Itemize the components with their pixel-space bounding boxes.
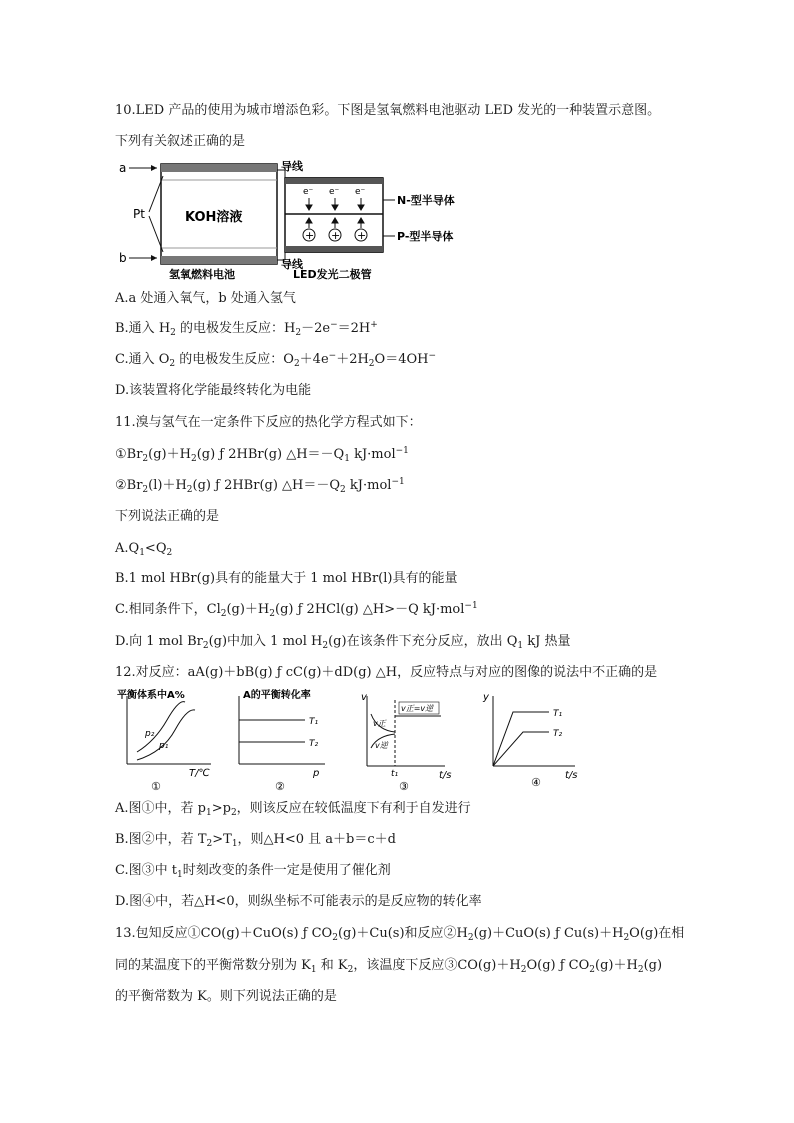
graph-2-number: ② [275, 780, 285, 793]
q13-line3: 的平衡常数为 K。则下列说法正确的是 [115, 989, 337, 1004]
q10-option-c[interactable]: C.通入 $O_2$ 的电极发生反应：$O_2+4e^-+2H_2O=4OH^-$ [115, 351, 437, 369]
graph-4-number: ④ [531, 776, 541, 789]
svg-text:+: + [305, 229, 315, 242]
inlet-a-label: a [119, 161, 127, 175]
p-type-label: P-型半导体 [397, 230, 454, 243]
electron-3: e⁻ [355, 187, 366, 197]
q12-option-c[interactable]: C.图③中 $t_1$时刻改变的条件一定是使用了催化剂 [115, 863, 391, 880]
svg-text:平衡体系中A%: 平衡体系中A% [117, 690, 185, 701]
q10-stem-line1: 10.LED 产品的使用为城市增添色彩。下图是氢氧燃料电池驱动 LED 发光的一种装置示意图。 [115, 103, 661, 118]
fuel-cell-led-diagram [115, 156, 495, 282]
svg-text:T₁: T₁ [309, 717, 319, 727]
line-t2 [493, 732, 549, 766]
q11-option-b[interactable]: B.1 mol HBr(g)具有的能量大于 1 mol HBr(l)具有的能量 [115, 571, 458, 586]
fuel-cell-caption: 氢氧燃料电池 [169, 268, 235, 281]
graph-1-number: ① [151, 780, 161, 793]
q11-ask: 下列说法正确的是 [115, 509, 220, 524]
svg-text:y: y [483, 692, 489, 703]
graph-4 [482, 692, 578, 789]
wire-label-bottom: 导线 [281, 258, 303, 271]
koh-label: KOH溶液 [185, 210, 243, 225]
graph-3-number: ③ [399, 780, 409, 793]
electron-1: e⁻ [303, 187, 314, 197]
svg-text:A的平衡转化率: A的平衡转化率 [243, 690, 311, 701]
svg-text:p₂: p₂ [145, 729, 155, 739]
svg-text:v: v [361, 692, 367, 703]
electron-2: e⁻ [329, 187, 340, 197]
q12-option-d[interactable]: D.图④中，若△H<0，则纵坐标不可能表示的是反应物的转化率 [115, 894, 482, 909]
q12-stem: 12.对反应：aA(g)＋bB(g) ƒ cC(g)＋dD(g) △H，反应特点与对应的图像的说法中不正确的是 [115, 665, 658, 680]
electrode-top [161, 164, 277, 172]
svg-text:t/s: t/s [439, 770, 452, 781]
q10-option-d[interactable]: D.该装置将化学能最终转化为电能 [115, 383, 312, 398]
pt-label: Pt [133, 207, 145, 221]
svg-text:+: + [331, 229, 341, 242]
led-caption: LED发光二极管 [293, 268, 372, 281]
q10-option-a[interactable]: A.a 处通入氧气，b 处通入氢气 [115, 291, 296, 306]
q11-option-c[interactable]: C.相同条件下，$Cl_2(g)+H_2(g)$ ƒ 2HCl(g) △H>－Q kJ·mol$^{-1}$ [115, 601, 478, 619]
line-t1 [493, 712, 549, 766]
svg-text:v逆: v逆 [375, 741, 388, 750]
svg-text:+: + [357, 229, 367, 242]
q11-option-a[interactable]: $A.Q_1<Q_2$ [115, 541, 173, 558]
n-type-label: N-型半导体 [397, 194, 455, 207]
q11-stem: 11.溴与氢气在一定条件下反应的热化学方程式如下： [115, 415, 422, 430]
svg-text:T₁: T₁ [553, 709, 563, 719]
q13-line2: 同的某温度下的平衡常数分别为 $K_1$ 和 $K_2$，该温度下反应$③CO(g)+H_2O(g)$ ƒ $CO_2(g)+H_2(g)$ [115, 958, 663, 975]
graph-1 [117, 688, 211, 793]
q11-equation-2: $②Br_2(l)+H_2(g)$ ƒ 2HBr(g) $\triangle H=-Q_2$ kJ·mol$^{-1}$ [115, 477, 405, 495]
q12-option-b[interactable]: B.图②中，若 $T_2>T_1$，则△H<0 且 a＋b＝c＋d [115, 832, 396, 849]
q12-graphs [115, 686, 615, 794]
q11-option-d[interactable]: D.向 1 mol $Br_2(g)$中加入 1 mol $H_2(g)$在该条件下充分反应，放出 $Q_1$ kJ 热量 [115, 634, 571, 651]
svg-text:v正: v正 [373, 719, 386, 728]
q12-option-a[interactable]: A.图①中，若 $p_1>p_2$，则该反应在较低温度下有利于自发进行 [115, 801, 471, 818]
svg-text:t/s: t/s [565, 770, 578, 781]
wire-label-top: 导线 [281, 160, 303, 173]
q13-line1: 13.包知反应①CO(g)＋CuO(s) ƒ $CO_2(g)+Cu(s)$和反应$②H_2(g)+CuO(s)$ ƒ $Cu(s)+H_2O(g)$在相 [115, 926, 685, 943]
q10-option-b[interactable]: B.通入 $H_2$ 的电极发生反应：$H_2-2e^-=2H^+$ [115, 320, 378, 338]
svg-text:p₁: p₁ [159, 741, 169, 751]
graph-2 [239, 688, 325, 793]
svg-text:T₂: T₂ [553, 729, 563, 739]
q10-stem-line2: 下列有关叙述正确的是 [115, 134, 246, 149]
electrode-bottom [161, 256, 277, 264]
svg-text:p: p [313, 768, 320, 779]
svg-text:T₂: T₂ [309, 739, 319, 749]
inlet-b-label: b [119, 251, 127, 265]
svg-text:t₁: t₁ [391, 769, 399, 779]
graph-3 [361, 692, 452, 793]
q11-equation-1: $①Br_2(g)+H_2(g)$ ƒ 2HBr(g) $\triangle H=-Q_1$ kJ·mol$^{-1}$ [115, 446, 409, 464]
svg-text:v正=v逆: v正=v逆 [401, 704, 434, 713]
svg-text:T/℃: T/℃ [189, 768, 210, 779]
